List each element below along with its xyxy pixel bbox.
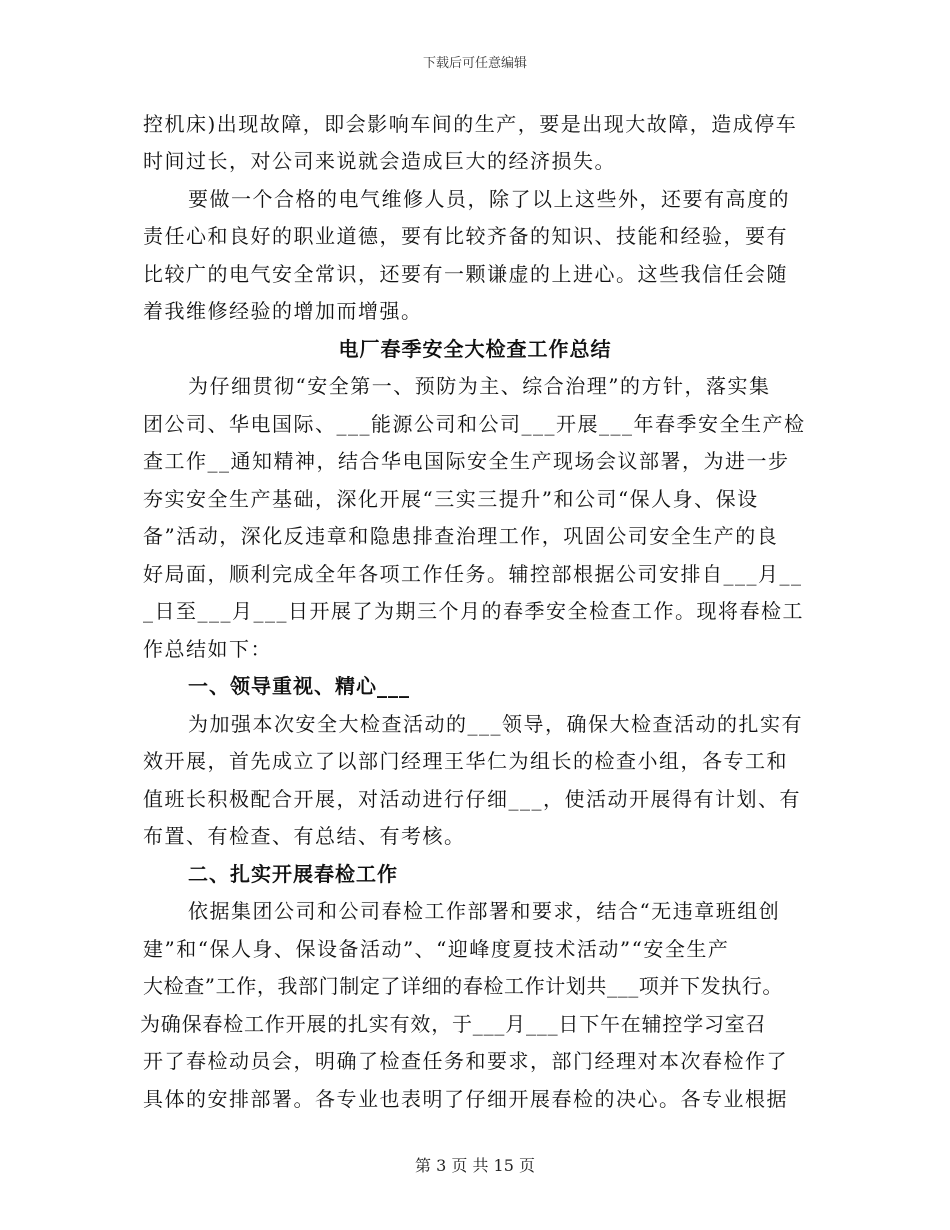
- body-line: 作总结如下：: [143, 637, 272, 661]
- body-line: 为仔细贯彻“安全第一、预防为主、综合治理”的方针，落实集: [188, 374, 771, 398]
- body-line: 为确保春检工作开展的扎实有效，于___月___日下午在辅控学习室召: [140, 1012, 767, 1036]
- document-title: 电厂春季安全大检查工作总结: [338, 337, 612, 361]
- body-line: 布置、有检查、有总结、有考核。: [143, 824, 466, 848]
- body-line: 建”和“保人身、保设备活动”、“迎峰度夏技术活动”“安全生产: [143, 937, 730, 961]
- body-line: _日至___月___日开展了为期三个月的春季安全检查工作。现将春检工: [143, 599, 804, 623]
- body-line: 时间过长，对公司来说就会造成巨大的经济损失。: [143, 149, 616, 173]
- page-header-note: 下载后可任意编辑: [422, 56, 527, 71]
- body-line: 控机床)出现故障，即会影响车间的生产，要是出现大故障，造成停车: [143, 112, 798, 136]
- body-line: 好局面，顺利完成全年各项工作任务。辅控部根据公司安排自___月__: [143, 562, 803, 586]
- body-line: 具体的安排部署。各专业也表明了仔细开展春检的决心。各专业根据: [143, 1087, 788, 1111]
- page-number: 第 3 页 共 15 页: [415, 1156, 535, 1175]
- body-line: 要做一个合格的电气维修人员，除了以上这些外，还要有高度的: [188, 187, 790, 211]
- body-line: 为加强本次安全大检查活动的___领导，确保大检查活动的扎实有: [188, 712, 803, 736]
- body-line: 大检查”工作，我部门制定了详细的春检工作计划共___项并下发执行。: [143, 974, 784, 998]
- body-line: 查工作__通知精神，结合华电国际安全生产现场会议部署，为进一步: [143, 449, 790, 473]
- section-heading: 二、扎实开展春检工作: [188, 862, 398, 886]
- body-line: 夯实安全生产基础，深化开展“三实三提升”和公司“保人身、保设: [143, 487, 759, 511]
- body-line: 效开展，首先成立了以部门经理王华仁为组长的检查小组，各专工和: [143, 749, 788, 773]
- body-line: 开了春检动员会，明确了检查任务和要求，部门经理对本次春检作了: [143, 1049, 788, 1073]
- body-line: 值班长积极配合开展，对活动进行仔细___，使活动开展得有计划、有: [143, 787, 801, 811]
- body-line: 备”活动，深化反违章和隐患排查治理工作，巩固公司安全生产的良: [143, 524, 779, 548]
- body-line: 着我维修经验的增加而增强。: [143, 299, 423, 323]
- body-line: 责任心和良好的职业道德，要有比较齐备的知识、技能和经验，要有: [143, 224, 788, 248]
- body-line: 团公司、华电国际、___能源公司和公司___开展___年春季安全生产检: [143, 412, 806, 436]
- body-line: 比较广的电气安全常识，还要有一颗谦虚的上进心。这些我信任会随: [143, 262, 788, 286]
- body-line: 依据集团公司和公司春检工作部署和要求，结合“无违章班组创: [188, 899, 781, 923]
- section-heading: 一、领导重视、精心___: [188, 674, 410, 698]
